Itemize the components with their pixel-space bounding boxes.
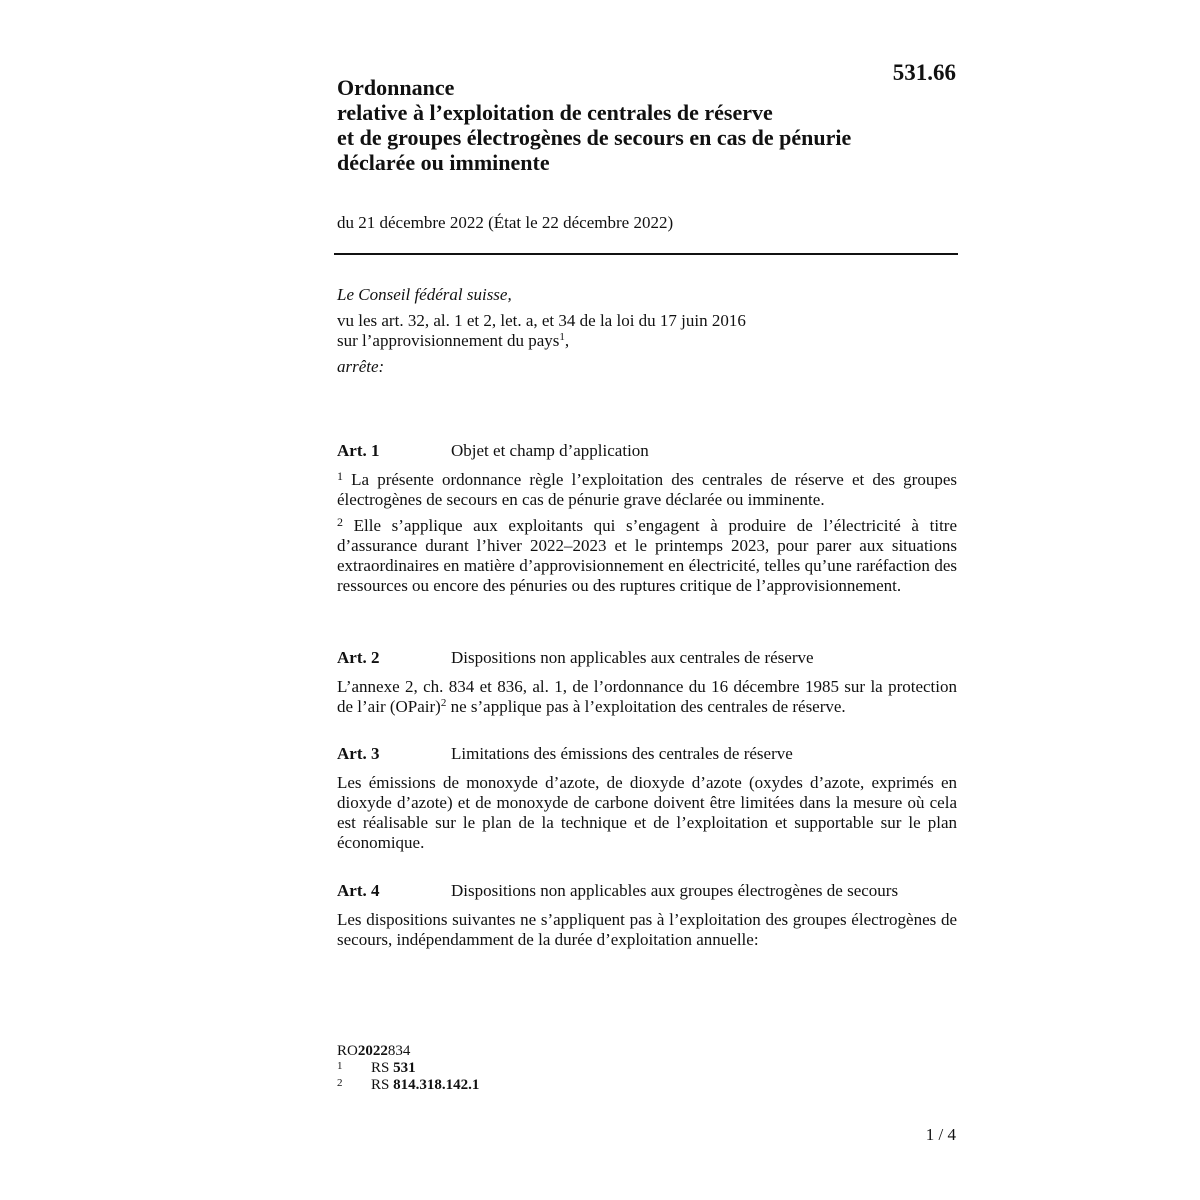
article-number: Art. 3 [337,744,380,763]
footnote-ref[interactable]: 2 [440,697,447,709]
ro-year: 2022 [357,1043,388,1059]
title-line: déclarée ou imminente [337,150,550,175]
footnote-ref-number[interactable]: 531 [393,1060,416,1076]
article-title: Limitations des émissions des centrales de réserve [451,744,793,763]
ordinance-title [337,75,957,175]
article-title: Dispositions non applicables aux centrales de réserve [451,648,814,667]
footnote-mark: 1 [337,1060,343,1072]
preamble-authority: Le Conseil fédéral suisse, [337,285,512,304]
ro-reference [337,1043,957,1060]
ro-page: 834 [387,1043,411,1059]
footnote-mark: 2 [337,1077,343,1089]
article-paragraph [337,470,957,510]
preamble-basis-end: , [564,331,570,350]
article-title: Objet et champ d’application [451,441,649,460]
footnote-item [337,1060,957,1077]
article-number: Art. 4 [337,881,380,900]
preamble-basis [337,311,957,351]
paragraph-text: La présente ordonnance règle l’exploitation des centrales de réserve et des groupes électrogènes de secours en cas de pénurie grave déclarée ou imminente. [337,470,957,509]
article-2 [337,648,957,723]
paragraph-text: Elle s’applique aux exploitants qui s’engagent à produire de l’électricité à titre d’assurance durant l’hiver 2022–2023 et le printemps 2023, pour parer aux situations extraordinaires en matière d’approvisionnement en électricité, telles qu’une raréfaction des ressources ou encore des pénuries ou des ruptures critique de l’approvisionnement. [337,516,958,595]
article-heading [337,441,957,461]
paragraph-text: ne s’applique pas à l’exploitation des centrales de réserve. [446,697,846,716]
preamble-basis-line1: vu les art. 32, al. 1 et 2, let. a, et 34 de la loi du 17 juin 2016 [337,311,746,330]
article-4 [337,881,957,956]
article-number: Art. 2 [337,648,380,667]
title-line: et de groupes électrogènes de secours en cas de pénurie [337,125,852,150]
footnote-ref[interactable]: 1 [559,331,565,343]
sr-number: 531.66 [892,60,956,85]
article-title: Dispositions non applicables aux groupes électrogènes de secours [451,881,899,900]
article-1 [337,441,957,602]
title-line: relative à l’exploitation de centrales de réserve [337,100,773,125]
footnote-item [337,1077,957,1094]
ro-prefix: RO [337,1043,358,1059]
footnote-prefix: RS [371,1077,390,1093]
footnote-ref-number[interactable]: 814.318.142.1 [393,1077,480,1093]
date-line: du 21 décembre 2022 (État le 22 décembre 2022) [337,213,674,232]
preamble [337,285,957,377]
alinea-number: 2 [337,515,343,529]
header-divider [334,253,958,255]
article-paragraph: Les dispositions suivantes ne s’appliquent pas à l’exploitation des groupes électrogènes de secours, indépendamment de la durée d’exploitation annuelle: [337,910,957,949]
article-heading [337,881,957,901]
footnote-prefix: RS [371,1060,390,1076]
alinea-number: 1 [337,469,343,483]
paragraph-text: L’annexe 2, ch. 834 et 836, al. 1, de l’ordonnance du 16 décembre 1985 sur la protection de l’air (OPair) [337,677,957,716]
article-paragraph [337,516,957,596]
article-heading [337,744,957,764]
preamble-basis-line2: sur l’approvisionnement du pays [337,331,560,350]
article-number: Art. 1 [337,441,380,460]
article-3 [337,744,957,859]
article-paragraph: Les émissions de monoxyde d’azote, de dioxyde d’azote (oxydes d’azote, exprimés en dioxyde d’azote) et de monoxyde de carbone doivent être limitées dans la mesure où cela est réalisable sur le plan de la technique et de l’exploitation et supportable sur le plan économique. [337,773,957,852]
footnotes [337,1043,957,1094]
article-paragraph [337,677,957,717]
title-line: Ordonnance [337,75,455,100]
page-number: 1 / 4 [925,1125,956,1144]
preamble-decree: arrête: [337,357,385,376]
article-heading [337,648,957,668]
